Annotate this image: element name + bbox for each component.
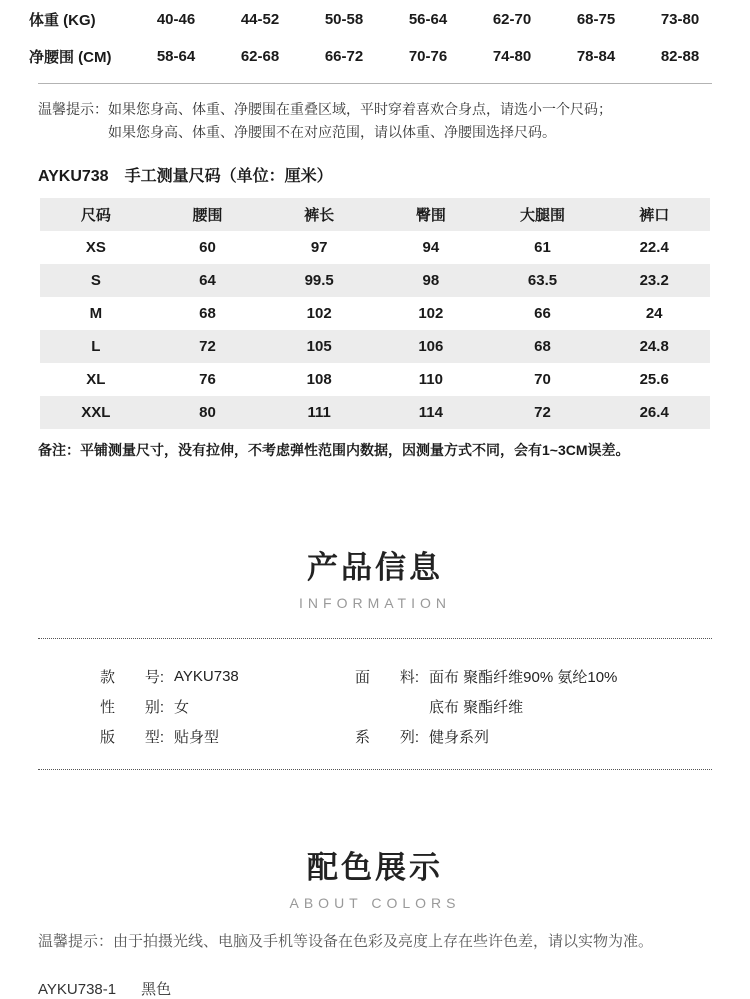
fit-row-waist-label: 净腰围 (CM): [29, 49, 112, 66]
color-item: [38, 980, 712, 999]
fit-range-table: [0, 0, 750, 75]
size-cell: 105: [306, 338, 332, 355]
info-value-series: 健身系列: [429, 728, 490, 746]
size-cell: 23.2: [639, 272, 669, 289]
fit-value: 74-80: [492, 48, 532, 65]
size-cell: 66: [534, 305, 551, 322]
size-cell: 102: [306, 305, 332, 322]
info-label-char: 料:: [399, 668, 419, 686]
size-col-header: 裤口: [639, 207, 670, 224]
size-cell: 94: [422, 239, 440, 256]
product-info-right-column: [355, 661, 750, 751]
warm-tip-line: 如果您身高、体重、净腰围不在对应范围，请以体重、净腰围选择尺码。: [108, 124, 556, 140]
size-cell: 110: [418, 371, 443, 388]
size-cell: 111: [307, 404, 331, 421]
divider-line: [38, 83, 712, 84]
info-label-char: 号:: [144, 668, 164, 686]
size-table-row-s: [40, 264, 710, 297]
size-col-header: 大腿围: [520, 207, 566, 224]
info-value-fabric-lining: 底布 聚酯纤维: [429, 698, 524, 716]
measurement-note: 备注：平铺测量尺寸，没有拉伸，不考虑弹性范围内数据，因测量方式不同，会有1~3CM误差。: [38, 442, 630, 458]
info-label: [100, 726, 164, 747]
info-row-series: [355, 721, 750, 751]
size-cell: S: [90, 272, 101, 289]
info-row-model: [100, 661, 355, 691]
info-row-fabric: [355, 661, 750, 691]
size-cell: 64: [199, 272, 216, 289]
size-cell: 26.4: [639, 404, 669, 421]
colors-subtitle: ABOUT COLORS: [289, 895, 461, 911]
fit-value: 58-64: [156, 48, 196, 65]
fit-row-weight-values: [134, 11, 750, 28]
fit-value: 40-46: [156, 11, 196, 28]
product-info-subtitle: INFORMATION: [299, 595, 451, 611]
size-cell: 25.6: [639, 371, 669, 388]
info-label: [100, 666, 164, 687]
fit-value: 70-76: [408, 48, 448, 65]
size-table-row-xl: [40, 363, 710, 396]
size-cell: 22.4: [639, 239, 669, 256]
size-cell: 68: [199, 305, 216, 322]
size-col-header: 裤长: [304, 207, 335, 224]
fit-value: 62-70: [492, 11, 532, 28]
size-cell: 24.8: [639, 338, 669, 355]
info-value-fit: 贴身型: [174, 728, 220, 746]
size-cell: 106: [418, 338, 444, 355]
size-cell: 76: [199, 371, 216, 388]
size-table-row-l: [40, 330, 710, 363]
size-cell: XXL: [81, 404, 111, 421]
info-value-gender: 女: [174, 698, 190, 716]
fit-row-waist: [0, 38, 750, 75]
size-cell: L: [91, 338, 101, 355]
warm-tip-lines: [108, 98, 612, 144]
info-value-model: AYKU738: [174, 667, 239, 685]
fit-value: 50-58: [324, 11, 364, 28]
info-label-char: 型:: [144, 728, 164, 746]
warm-tip-label: 温馨提示：: [38, 101, 108, 117]
colors-title: 配色展示: [307, 850, 443, 885]
size-cell: 99.5: [304, 272, 334, 289]
size-table-header-row: [40, 198, 710, 231]
size-chart-table: [40, 198, 710, 429]
size-cell: 102: [418, 305, 444, 322]
fit-value: 82-88: [660, 48, 700, 65]
fit-row-weight-label: 体重 (KG): [29, 12, 96, 29]
info-label: [355, 726, 419, 747]
product-info-title: 产品信息: [307, 550, 443, 585]
info-label-char: 别:: [144, 698, 164, 716]
info-value-fabric: 面布 聚酯纤维90% 氨纶10%: [429, 668, 618, 686]
fit-value: 66-72: [324, 48, 364, 65]
color-item-name: 黑色: [141, 981, 172, 998]
size-cell: M: [89, 305, 103, 322]
colors-header: [0, 851, 750, 911]
info-row-fabric-cont: [355, 691, 750, 721]
size-cell: 61: [534, 239, 551, 256]
fit-row-weight: [0, 1, 750, 38]
size-warm-tip: [38, 98, 712, 144]
product-info-left-column: [100, 661, 355, 751]
info-label: [100, 696, 164, 717]
dotted-divider: [38, 638, 712, 639]
size-table-row-xxl: [40, 396, 710, 429]
size-cell: XL: [86, 371, 106, 388]
product-info-header: [0, 551, 750, 611]
info-label: [355, 666, 419, 687]
info-label-char: 系: [355, 728, 371, 746]
info-label-char: 款: [100, 668, 116, 686]
info-label-char: 面: [355, 668, 371, 686]
size-table-row-xs: [40, 231, 710, 264]
size-cell: 98: [422, 272, 440, 289]
size-cell: 60: [199, 239, 216, 256]
fit-value: 73-80: [660, 11, 700, 28]
size-col-header: 臀围: [415, 207, 446, 224]
fit-value: 44-52: [240, 11, 280, 28]
size-chart-title: AYKU738 手工测量尺码（单位：厘米）: [38, 168, 333, 185]
size-cell: 24: [645, 305, 663, 322]
product-info-list: [100, 661, 750, 751]
size-col-header: 腰围: [192, 207, 223, 224]
size-cell: 72: [199, 338, 216, 355]
size-cell: 97: [310, 239, 328, 256]
size-cell: XS: [85, 239, 106, 256]
dotted-divider: [38, 769, 712, 770]
size-cell: 63.5: [527, 272, 558, 289]
warm-tip-line: 如果您身高、体重、净腰围在重叠区域，平时穿着喜欢合身点，请选小一个尺码；: [108, 101, 612, 117]
size-col-header: 尺码: [80, 207, 111, 224]
size-cell: 72: [534, 404, 551, 421]
size-table-row-m: [40, 297, 710, 330]
fit-value: 56-64: [408, 11, 448, 28]
size-cell: 68: [534, 338, 551, 355]
colors-warm-tip: 温馨提示：由于拍摄光线、电脑及手机等设备在色彩及亮度上存在些许色差，请以实物为准。: [38, 933, 654, 950]
info-label-char: 列:: [399, 728, 419, 746]
size-cell: 114: [418, 404, 443, 421]
size-cell: 70: [534, 371, 551, 388]
info-label-char: 性: [100, 698, 116, 716]
size-cell: 80: [199, 404, 216, 421]
info-label-char: 版: [100, 728, 116, 746]
fit-value: 78-84: [576, 48, 616, 65]
color-item-code: AYKU738-1: [38, 981, 117, 998]
fit-value: 62-68: [240, 48, 280, 65]
fit-row-waist-values: [134, 48, 750, 65]
info-row-fit: [100, 721, 355, 751]
size-cell: 108: [306, 371, 332, 388]
fit-value: 68-75: [576, 11, 616, 28]
info-row-gender: [100, 691, 355, 721]
